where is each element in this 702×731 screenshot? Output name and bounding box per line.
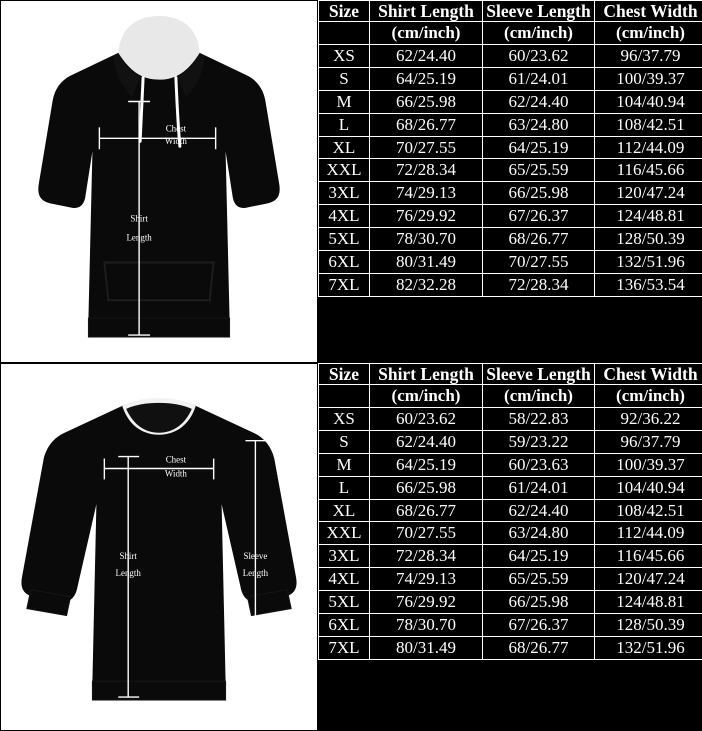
table-row xyxy=(319,453,702,476)
cell-chest-width: 136/53.54 xyxy=(595,273,702,296)
cell-sleeve-length: 59/23.22 xyxy=(483,431,595,454)
cell-shirt-length: 62/24.40 xyxy=(370,45,483,68)
chest-width-label-line1: Chest xyxy=(165,454,187,465)
cell-shirt-length: 76/29.92 xyxy=(370,205,483,228)
cell-chest-width: 116/45.66 xyxy=(595,159,702,182)
cell-size: XS xyxy=(319,45,370,68)
subheader-chest-width: (cm/inch) xyxy=(595,22,702,45)
cell-size: 7XL xyxy=(319,273,370,296)
table-row xyxy=(319,45,702,68)
table-row xyxy=(319,227,702,250)
cell-size: XXL xyxy=(319,522,370,545)
sweatshirt-illustration xyxy=(1,364,317,730)
cell-size: M xyxy=(319,453,370,476)
table-row xyxy=(319,476,702,499)
table-row xyxy=(319,159,702,182)
cell-shirt-length: 64/25.19 xyxy=(370,68,483,91)
subheader-sleeve-length: (cm/inch) xyxy=(483,22,595,45)
table-row xyxy=(319,205,702,228)
shirt-length-label-line2: Length xyxy=(126,232,152,243)
cell-sleeve-length: 58/22.83 xyxy=(483,408,595,431)
cell-sleeve-length: 62/24.40 xyxy=(483,90,595,113)
cell-sleeve-length: 61/24.01 xyxy=(483,476,595,499)
cell-sleeve-length: 63/24.80 xyxy=(483,522,595,545)
cell-size: L xyxy=(319,476,370,499)
sweatshirt-figure xyxy=(0,363,318,731)
cell-size: 4XL xyxy=(319,568,370,591)
subheader-shirt-length: (cm/inch) xyxy=(370,385,483,408)
hoodie-figure xyxy=(0,0,318,363)
hoodie-size-table xyxy=(318,0,702,297)
cell-shirt-length: 82/32.28 xyxy=(370,273,483,296)
header-chest-width: Chest Width xyxy=(595,1,702,22)
table-subheader-row xyxy=(319,385,702,408)
cell-shirt-length: 78/30.70 xyxy=(370,613,483,636)
cell-shirt-length: 74/29.13 xyxy=(370,568,483,591)
cell-chest-width: 108/42.51 xyxy=(595,113,702,136)
chest-width-label-line2: Width xyxy=(164,468,187,479)
sweatshirt-panel xyxy=(0,363,702,731)
cell-sleeve-length: 63/24.80 xyxy=(483,113,595,136)
cell-shirt-length: 60/23.62 xyxy=(370,408,483,431)
cell-size: S xyxy=(319,68,370,91)
header-size: Size xyxy=(319,1,370,22)
table-row xyxy=(319,568,702,591)
cell-chest-width: 132/51.96 xyxy=(595,636,702,659)
table-row xyxy=(319,113,702,136)
cell-size: 6XL xyxy=(319,613,370,636)
sleeve-length-label-line2: Length xyxy=(242,567,269,578)
cell-chest-width: 128/50.39 xyxy=(595,227,702,250)
cell-sleeve-length: 61/24.01 xyxy=(483,68,595,91)
cell-shirt-length: 78/30.70 xyxy=(370,227,483,250)
cell-chest-width: 100/39.37 xyxy=(595,68,702,91)
table-row xyxy=(319,250,702,273)
cell-size: 3XL xyxy=(319,182,370,205)
chest-width-label-line1: Chest xyxy=(165,123,187,134)
table-header-row xyxy=(319,364,702,385)
cell-chest-width: 124/48.81 xyxy=(595,205,702,228)
cell-shirt-length: 68/26.77 xyxy=(370,499,483,522)
cell-sleeve-length: 60/23.62 xyxy=(483,45,595,68)
sweatshirt-table-body xyxy=(319,385,702,659)
cell-size: 3XL xyxy=(319,545,370,568)
cell-chest-width: 112/44.09 xyxy=(595,136,702,159)
table-header-row xyxy=(319,1,702,22)
cell-shirt-length: 74/29.13 xyxy=(370,182,483,205)
cell-size: XL xyxy=(319,499,370,522)
cell-shirt-length: 64/25.19 xyxy=(370,453,483,476)
hoodie-size-table-wrap xyxy=(318,0,702,363)
cell-shirt-length: 80/31.49 xyxy=(370,250,483,273)
table-row xyxy=(319,590,702,613)
cell-size: 4XL xyxy=(319,205,370,228)
shirt-length-label-line1: Shirt xyxy=(119,550,137,561)
hoodie-illustration xyxy=(1,1,317,362)
sleeve-length-label-line1: Sleeve xyxy=(243,550,268,561)
cell-sleeve-length: 67/26.37 xyxy=(483,613,595,636)
cell-chest-width: 120/47.24 xyxy=(595,568,702,591)
hoodie-table-body xyxy=(319,22,702,296)
cell-sleeve-length: 65/25.59 xyxy=(483,159,595,182)
cell-sleeve-length: 72/28.34 xyxy=(483,273,595,296)
cell-shirt-length: 66/25.98 xyxy=(370,476,483,499)
cell-sleeve-length: 64/25.19 xyxy=(483,136,595,159)
header-shirt-length: Shirt Length xyxy=(370,364,483,385)
cell-shirt-length: 68/26.77 xyxy=(370,113,483,136)
subheader-size xyxy=(319,22,370,45)
cell-shirt-length: 72/28.34 xyxy=(370,159,483,182)
table-row xyxy=(319,182,702,205)
cell-shirt-length: 72/28.34 xyxy=(370,545,483,568)
cell-size: M xyxy=(319,90,370,113)
sweatshirt-size-table xyxy=(318,363,702,660)
subheader-size xyxy=(319,385,370,408)
table-row xyxy=(319,613,702,636)
cell-shirt-length: 76/29.92 xyxy=(370,590,483,613)
cell-sleeve-length: 66/25.98 xyxy=(483,182,595,205)
hoodie-panel xyxy=(0,0,702,363)
table-row xyxy=(319,90,702,113)
cell-sleeve-length: 60/23.63 xyxy=(483,453,595,476)
cell-chest-width: 100/39.37 xyxy=(595,453,702,476)
shirt-length-label-line2: Length xyxy=(115,567,141,578)
subheader-chest-width: (cm/inch) xyxy=(595,385,702,408)
cell-shirt-length: 70/27.55 xyxy=(370,522,483,545)
cell-chest-width: 132/51.96 xyxy=(595,250,702,273)
chest-width-label-line2: Width xyxy=(164,136,187,147)
cell-shirt-length: 62/24.40 xyxy=(370,431,483,454)
cell-chest-width: 96/37.79 xyxy=(595,45,702,68)
cell-chest-width: 92/36.22 xyxy=(595,408,702,431)
cell-chest-width: 128/50.39 xyxy=(595,613,702,636)
table-subheader-row xyxy=(319,22,702,45)
cell-shirt-length: 66/25.98 xyxy=(370,90,483,113)
cell-size: S xyxy=(319,431,370,454)
cell-shirt-length: 80/31.49 xyxy=(370,636,483,659)
cell-size: XS xyxy=(319,408,370,431)
table-row xyxy=(319,545,702,568)
cell-chest-width: 108/42.51 xyxy=(595,499,702,522)
header-sleeve-length: Sleeve Length xyxy=(483,1,595,22)
subheader-sleeve-length: (cm/inch) xyxy=(483,385,595,408)
table-row xyxy=(319,408,702,431)
cell-size: XXL xyxy=(319,159,370,182)
shirt-length-label-line1: Shirt xyxy=(130,213,148,224)
cell-size: 6XL xyxy=(319,250,370,273)
cell-chest-width: 96/37.79 xyxy=(595,431,702,454)
cell-chest-width: 112/44.09 xyxy=(595,522,702,545)
header-shirt-length: Shirt Length xyxy=(370,1,483,22)
cell-sleeve-length: 68/26.77 xyxy=(483,636,595,659)
cell-size: 5XL xyxy=(319,227,370,250)
header-size: Size xyxy=(319,364,370,385)
table-row xyxy=(319,499,702,522)
cell-sleeve-length: 70/27.55 xyxy=(483,250,595,273)
cell-shirt-length: 70/27.55 xyxy=(370,136,483,159)
cell-size: XL xyxy=(319,136,370,159)
cell-sleeve-length: 65/25.59 xyxy=(483,568,595,591)
table-row xyxy=(319,522,702,545)
cell-sleeve-length: 68/26.77 xyxy=(483,227,595,250)
table-row xyxy=(319,68,702,91)
table-row xyxy=(319,636,702,659)
cell-chest-width: 104/40.94 xyxy=(595,90,702,113)
cell-sleeve-length: 64/25.19 xyxy=(483,545,595,568)
cell-size: 5XL xyxy=(319,590,370,613)
cell-size: L xyxy=(319,113,370,136)
table-row xyxy=(319,431,702,454)
cell-sleeve-length: 62/24.40 xyxy=(483,499,595,522)
cell-chest-width: 124/48.81 xyxy=(595,590,702,613)
header-sleeve-length: Sleeve Length xyxy=(483,364,595,385)
cell-sleeve-length: 66/25.98 xyxy=(483,590,595,613)
header-chest-width: Chest Width xyxy=(595,364,702,385)
table-row xyxy=(319,273,702,296)
cell-sleeve-length: 67/26.37 xyxy=(483,205,595,228)
cell-chest-width: 104/40.94 xyxy=(595,476,702,499)
subheader-shirt-length: (cm/inch) xyxy=(370,22,483,45)
sweatshirt-size-table-wrap xyxy=(318,363,702,731)
cell-chest-width: 116/45.66 xyxy=(595,545,702,568)
cell-chest-width: 120/47.24 xyxy=(595,182,702,205)
table-row xyxy=(319,136,702,159)
cell-size: 7XL xyxy=(319,636,370,659)
